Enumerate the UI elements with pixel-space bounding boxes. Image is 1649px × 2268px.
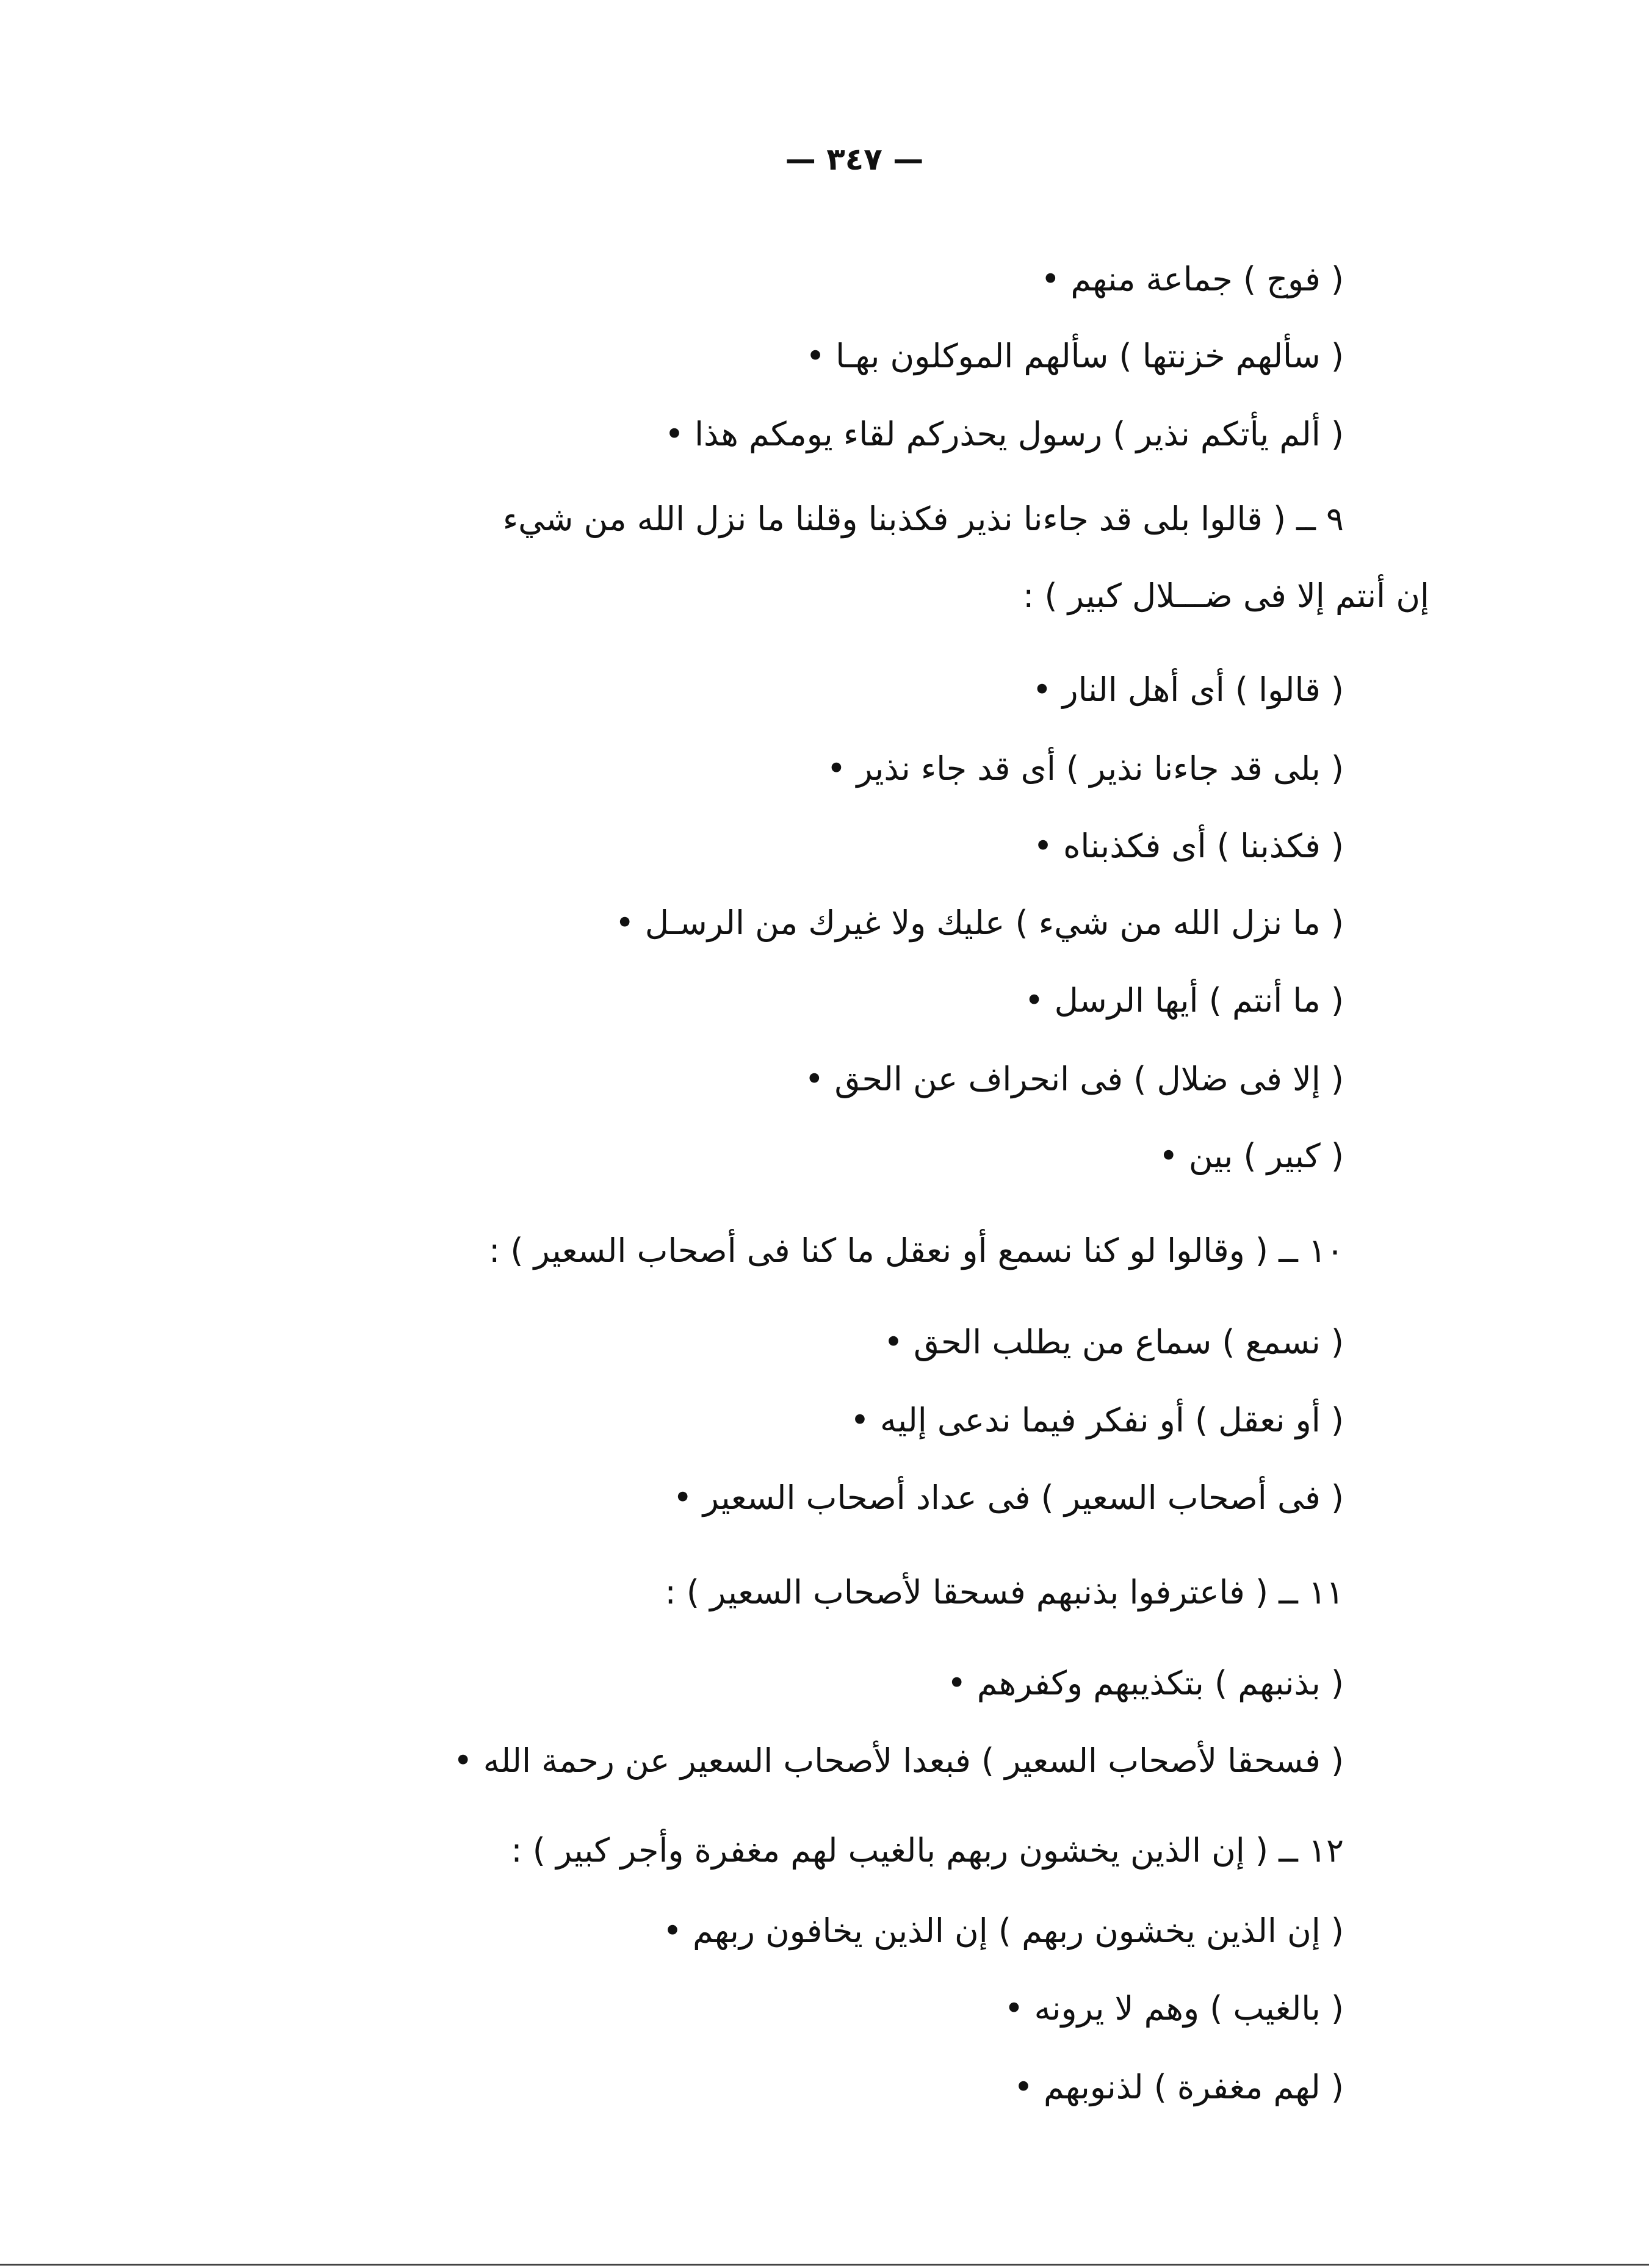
- gloss-line-bala: ( بلى قد جاءنا نذير ) أى قد جاء نذير •: [826, 749, 1344, 788]
- gloss-line-naqil: ( أو نعقل ) أو نفكر فيما ندعى إليه •: [850, 1401, 1344, 1439]
- page-bottom-edge: [0, 2264, 1649, 2266]
- verse-12: ١٢ ــ ( إن الذين يخشون ربهم بالغيب لهم مغفرة وأجر كبير ) :: [511, 1831, 1344, 1870]
- gloss-line-ma-antum: ( ما أنتم ) أيها الرسل •: [1024, 981, 1344, 1020]
- gloss-line-fawj: ( فوج ) جماعة منهم •: [1041, 260, 1344, 298]
- gloss-line-ashab: ( فى أصحاب السعير ) فى عداد أصحاب السعير •: [673, 1478, 1344, 1517]
- gloss-line-kabir: ( كبير ) بين •: [1158, 1137, 1344, 1175]
- gloss-line-fasuhqan: ( فسحقا لأصحاب السعير ) فبعدا لأصحاب السعير عن رحمة الله •: [453, 1741, 1344, 1780]
- gloss-line-qalu: ( قالوا ) أى أهل النار •: [1032, 671, 1344, 709]
- verse-11: ١١ ــ ( فاعترفوا بذنبهم فسحقا لأصحاب السعير ) :: [665, 1573, 1344, 1611]
- gloss-line-dalal: ( إلا فى ضلال ) فى انحراف عن الحق •: [804, 1060, 1344, 1098]
- gloss-line-ma-nazzala: ( ما نزل الله من شيء ) عليك ولا غيرك من الرسـل •: [615, 904, 1344, 942]
- gloss-line-nadhir: ( ألم يأتكم نذير ) رسول يحذركم لقاء يومكم هذا •: [665, 415, 1344, 453]
- gloss-line-kadhdhabna: ( فكذبنا ) أى فكذبناه •: [1033, 827, 1344, 865]
- gloss-line-bilghayb: ( بالغيب ) وهم لا يرونه •: [1004, 1989, 1344, 2028]
- gloss-line-nasma: ( نسمع ) سماع من يطلب الحق •: [883, 1323, 1344, 1361]
- gloss-line-khazanatuha: ( سألهم خزنتها ) سألهم الموكلون بهـا •: [806, 337, 1344, 375]
- page-number: — ٣٤٧ —: [785, 142, 924, 177]
- verse-9-line-1: ٩ ــ ( قالوا بلى قد جاءنا نذير فكذبنا وقلنا ما نزل الله من شيء: [502, 500, 1344, 538]
- gloss-line-maghfira: ( لهم مغفرة ) لذنوبهم •: [1013, 2068, 1344, 2106]
- gloss-line-yakhshawn: ( إن الذين يخشون ربهم ) إن الذين يخافون ربهم •: [662, 1912, 1344, 1950]
- verse-9-line-2: إن أنتم إلا فى ضـــلال كبير ) :: [1023, 577, 1429, 615]
- verse-10: ١٠ ــ ( وقالوا لو كنا نسمع أو نعقل ما كنا فى أصحاب السعير ) :: [489, 1231, 1344, 1270]
- gloss-line-bidhanbihim: ( بذنبهم ) بتكذيبهم وكفرهم •: [947, 1664, 1344, 1702]
